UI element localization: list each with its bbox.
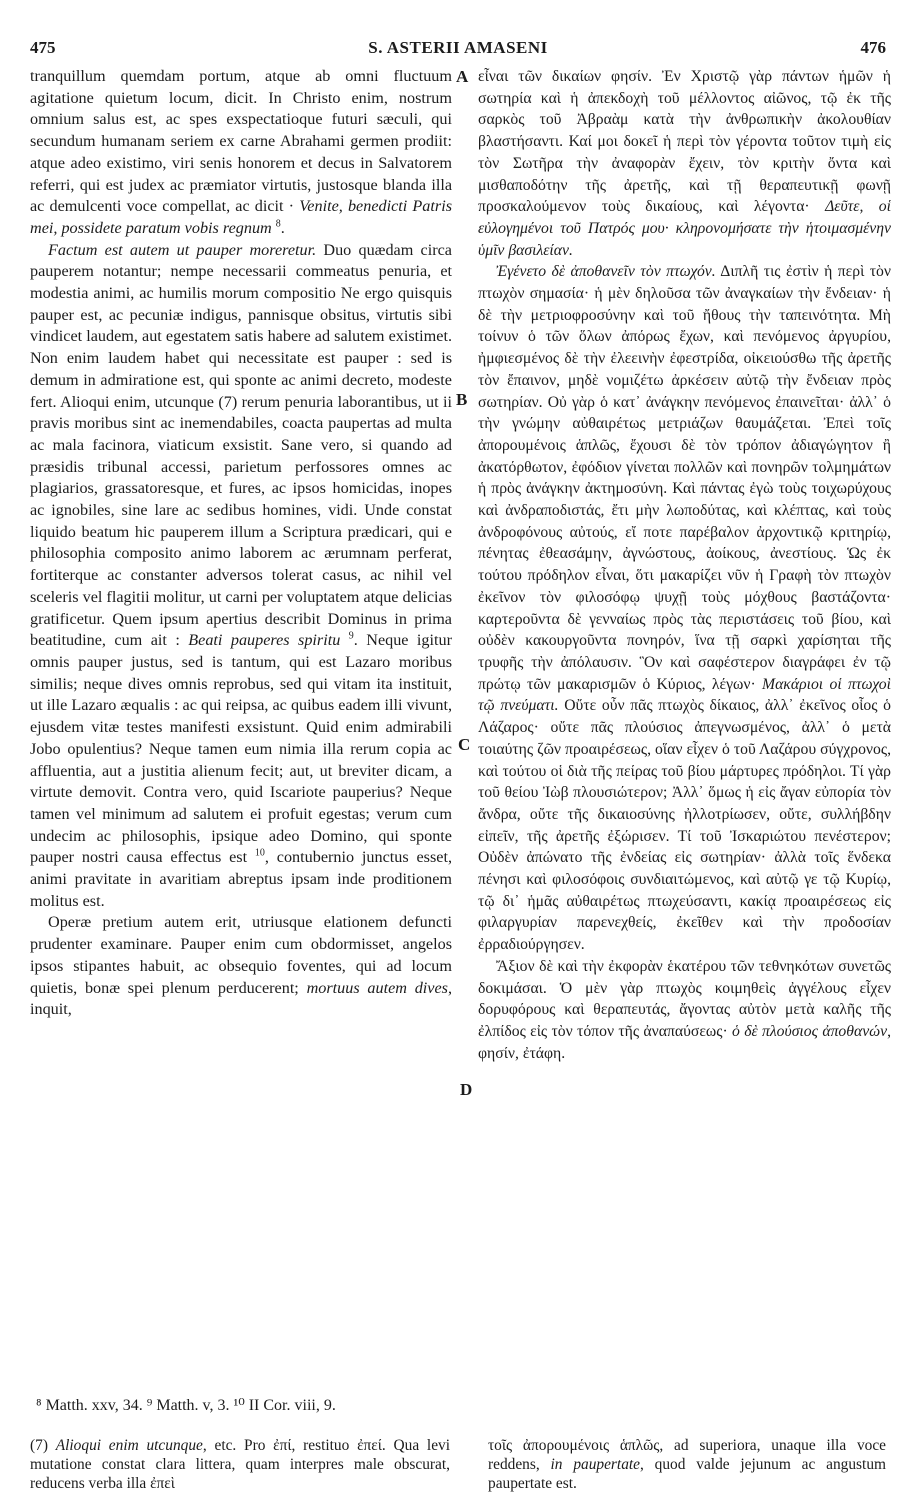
editor-note-right: [488, 1436, 886, 1493]
latin-column: [30, 66, 452, 1021]
latin-p3-quote: mortuus autem dives: [306, 978, 448, 997]
greek-paragraph-3: [478, 956, 891, 1065]
greek-p1-quote: Δεῦτε, οἱ εὐλογημένοι τοῦ Πατρός μου· κληρονομήσατε τὴν ἡτοιμασμένην ὑμῖν βασιλείαν.: [478, 198, 891, 259]
latin-p2-lemma: Factum est autem ut pauper moreretur.: [48, 240, 317, 259]
note-right-end: , quod valde jejunum ac angustum paupertate est.: [488, 1456, 886, 1492]
note-right-italic: in paupertate: [550, 1456, 640, 1473]
editor-note-left: [30, 1436, 450, 1493]
scripture-references: ⁸ Matth. xxv, 34. ⁹ Matth. v, 3. ¹⁰ II Cor. viii, 9.: [36, 1397, 336, 1414]
greek-column: [478, 66, 891, 1064]
latin-p3-text: Operæ pretium autem erit, utriusque elationem defuncti prudenter examinare. Pauper enim cum obdormisset, angelos ipsos stipantes habuit, ac obsequio foventes, qui ad locum quietis, bonæ spei plenum perducerent;: [30, 913, 452, 997]
note-number: (7): [30, 1437, 48, 1454]
latin-paragraph-2: [30, 240, 452, 913]
margin-marker-b: B: [456, 390, 468, 409]
latin-p1-end: .: [280, 218, 285, 237]
latin-p1-text: tranquillum quemdam portum, atque ab omni fluctuum agitatione quietum locum, dicit. In Christo enim, nostrum omnium salus est, ac spes exspectatioque futuri sæculi, qui secundum humanam seriem ex carne Abrahami germen prodiit: atque adeo existimo, viri senis honorem et decus in Salvatorem referri, qui est judex ac præmiator virtutis, justosque blanda illa ac demulcenti voce compellat, ac dicit ·: [30, 67, 452, 216]
footnote-ref-8: 8: [275, 218, 281, 230]
greek-paragraph-2: [478, 261, 891, 956]
margin-marker-d: D: [460, 1080, 473, 1099]
margin-marker-c: C: [458, 735, 471, 754]
latin-p2-quote: Beati pauperes spiritu: [188, 631, 341, 650]
greek-p1-text: εἶναι τῶν δικαίων φησίν. Ἐν Χριστῷ γὰρ πάντων ἡμῶν ἡ σωτηρία καὶ ἡ ἀπεκδοχὴ τοῦ μέλλοντος αἰῶνος, τῷ ἐκ τῆς σαρκὸς τοῦ Ἀβραὰμ κατὰ τὴν ἀνθρωπικὴν ἀκολουθίαν βλαστήσαντι. Καί μοι δοκεῖ ἡ περὶ τὸν γέροντα τοῦτον τιμὴ εἰς τὸν Σωτῆρα τὴν ἀναφορὰν ἔχειν, τὸν κριτὴν ὄντα καὶ μισθαποδότην τῆς ἀρετῆς, καὶ τῇ θεραπευτικῇ φωνῇ προσκαλούμενον τοὺς δικαίους, καὶ λέγοντα·: [478, 68, 891, 216]
page-number-left: 475: [30, 38, 56, 57]
note-left-text: , etc. Pro ἐπί, restituo ἐπεί. Qua levi mutatione constat clara littera, quam interpres male obscurat, reducens verba illa ἐπεὶ: [30, 1437, 450, 1492]
greek-p3-quote: ὁ δὲ πλούσιος ἀποθανών: [732, 1022, 888, 1040]
greek-p2-lemma: Ἐγένετο δὲ ἀποθανεῖν τὸν πτωχόν.: [496, 263, 716, 281]
latin-p2-text-2: . Neque igitur omnis pauper justus, sed is tantum, qui est Lazaro moribus similis; neque dives omnis reprobus, sed qui vitam ita instituit, ut ille Lazaro æqualis : ac qui reipsa, ac quibus eadem illi vivunt, ejusdem vitæ testes manifesti exsistunt. Quid enim admirabili Jobo opulentius? Neque tamen eum nimia illa rerum copia ac affluentia, aut a justitia alienum fecit; aut, ut breviter dicam, a virtute demovit. Contra vero, quid Iscariote pauperius? Neque tamen vel minimum ad salutem ei profuit egestas; verum cum undecim ac philosophis, ipsique adeo Domino, qui sponte pauper nostri causa effectus est: [30, 631, 453, 867]
running-title: S. ASTERII AMASENI: [368, 38, 548, 57]
latin-p2-text: Duo quædam circa pauperem notantur; nempe necessarii commeatus penuria, et modestia animi, ac humilis morum compositio Ne ergo quisquis pauper est, ac pecuniæ indigus, pannisque obsitus, virtutis sibi vindicet laudem, aut egestatem satis habere ad salutem existimet. Non enim laudem habet qui necessitate est pauper : sed is demum in admiratione est, qui sponte ac animi decreto, modeste fert. Alioqui enim, utcunque (7) rerum penuria laborantibus, ut ii pravis moribus sint ac inemendabiles, coacta paupertas ad multa ac mala facinora, viaticum exsistit. Sane vero, si quando ad præsidis tribunal accessi, parietum perfossores omnes ac plagiarios, grassatoresque, et fures, ac ipsos homicidas, inopes ac ignobiles, sine lare ac sedibus homines, vidi. Unde constat liquido beatum hic pauperem illum a Scriptura prædicari, qui e philosophia composito animo laborem ac ærumnam perferat, fortiterque ac constanter adversos tolerat casus, ac nihil vel sceleris vel flagitii molitur, ut carni per voluptatem atque delicias gratificetur. Quem ipsum apertius describit Dominus in prima beatitudine, cum ait :: [30, 240, 452, 650]
footnote-ref-10: 10: [254, 847, 265, 859]
page-header: [30, 38, 886, 60]
greek-p2-text-2: Οὔτε οὖν πᾶς πτωχὸς δίκαιος, ἀλλ᾽ ἐκεῖνος οἷος ὁ Λάζαρος· οὔτε πᾶς πλούσιος ἀπεγνωσμένος, ἀλλ᾽ ὁ μετὰ τοιαύτης ζῶν προαιρέσεως, οἵαν εἶχεν ὁ τοῦ Λαζάρου σύγχρονος, καὶ τούτου οἱ διὰ τῆς πείρας τοῦ βίου μάρτυρες πρόδηλοι. Τί γὰρ τοῦ θείου Ἰὼβ πλουσιώτερον; Ἀλλ᾽ ὅμως ἡ εἰς ἄγαν εὐπορία τὸν ἄνδρα, οὔτε τῆς δικαιοσύνης ἠλλοτρίωσεν, οὔτε, συλλήβδην εἰπεῖν, τῆς ἀρετῆς ἐξώρισεν. Τί τοῦ Ἰσκαριώτου πενέστερον; Οὐδὲν ἀπώνατο τῆς ἐνδείας εἰς σωτηρίαν· ἀλλὰ τοῖς ἕνδεκα πένησι καὶ φιλοσόφοις συνδιαιτώμενος, καὶ αὐτῷ γε τῷ Κυρίῳ, τῷ δι᾽ ἡμᾶς αὐθαιρέτως πτωχεύσαντι, κακίᾳ προαιρέσεως εἰς φιλαργυρίαν παρενεχθείς, ἐκεῖθεν καὶ τὴν προδοσίαν ἐρραδιούργησεν.: [478, 697, 891, 954]
greek-p3-text: Ἄξιον δὲ καὶ τὴν ἐκφορὰν ἑκατέρου τῶν τεθνηκότων συνετῶς δοκιμάσαι. Ὁ μὲν γὰρ πτωχὸς κοιμηθεὶς ἀγγέλους εἶχεν δορυφόρους καὶ θεραπευτάς, ἄγοντας αὐτὸν μετὰ καλῆς τῆς ἐλπίδος εἰς τὸν τόπον τῆς ἀναπαύσεως·: [478, 957, 891, 1040]
latin-paragraph-3: [30, 912, 452, 1021]
latin-p2-text-3: , contubernio junctus esset, animi pravitate in avaritiam abreptus ipsam inde proditionem molitus est.: [30, 848, 453, 910]
latin-paragraph-1: [30, 66, 452, 240]
note-lemma: Alioqui enim utcunque: [55, 1437, 203, 1454]
greek-p2-text: Διπλῆ τις ἐστὶν ἡ περὶ τὸν πτωχὸν σημασία· ἡ μὲν δηλοῦσα τῶν ἀναγκαίων τὴν ἔνδειαν· ἡ δὲ τὴν μετριοφροσύνην καὶ τοῦ ἤθους τὴν ταπεινότητα. Μὴ τοίνυν ὁ τῶν ὅλων ἀπόρως ἔχων, καὶ πενόμενος ἀργυρίου, ἠμφιεσμένος δὲ τὴν ἐλεεινὴν ἐφεστρίδα, οἰκειούσθω τῆς ἀρετῆς τὸν ἔπαινον, μηδὲ νομιζέτω ἀρκέσειν αὐτῷ τὴν ἔνδειαν πρὸς σωτηρίαν. Οὐ γὰρ ὁ κατ᾽ ἀνάγκην πενόμενος ἐπαινεῖται· ἀλλ᾽ ὁ τὴν γνώμην αὐθαιρέτως μετριάζων θαυμάζεται. Ἐπεὶ τοῖς ἀπορουμένοις ἁπλῶς, ἔχουσι δὲ τὸν τρόπον ἀδιαγώγητον ἢ ἀκατόρθωτον, ἐφόδιον γίνεται πολλῶν καὶ πονηρῶν τολμημάτων ἡ πρὸς ἀνάγκην ἀκτημοσύνη. Καὶ πάντας ἐγὼ τοὺς τοιχωρύχους καὶ ἀνδραποδιστάς, ἔτι μὴν λωποδύτας, καὶ κλέπτας, καὶ τοὺς ἀνδροφόνους αὐτούς, εἴ ποτε παρέβαλον ἀρχοντικῷ κριτηρίῳ, πένητας ἐθεασάμην, ἀγνώστους, ἀοίκους, ἀνεστίους. Ὡς ἐκ τούτου πρόδηλον εἶναι, ὅτι μακαρίζει νῦν ἡ Γραφὴ τὸν πτωχὸν ἐκεῖνον τὸν φιλοσόφῳ ψυχῇ τοὺς μόχθους βαστάζοντα· καρτεροῦντα δὲ γενναίως πρὸς τὰς περιστάσεις τοῦ βίου, καὶ οὐδὲν κακουργοῦντα πονηρόν, ἵνα τῇ σαρκὶ χαρίσηται τῆς τρυφῆς τὴν ἀπόλαυσιν. Ὃν καὶ σαφέστερον διαγράφει ἐν τῷ πρώτῳ τῶν μακαρισμῶν ὁ Κύριος, λέγων·: [478, 263, 891, 693]
greek-paragraph-1: [478, 66, 891, 261]
greek-p2-quote: Μακάριοι οἱ πτωχοὶ τῷ πνεύματι.: [478, 675, 891, 715]
margin-marker-a: A: [456, 67, 469, 86]
footnote-ref-9: 9: [348, 630, 354, 642]
page-number-right: 476: [860, 38, 886, 57]
note-right-text: τοῖς ἀπορουμένοις ἁπλῶς, ad superiora, unaque illa voce reddens,: [488, 1437, 886, 1473]
latin-p3-end: , inquit,: [30, 978, 452, 1019]
greek-p3-end: , φησίν, ἐτάφη.: [478, 1022, 892, 1062]
latin-p1-quote: Venite, benedicti Patris mei, possidete paratum vobis regnum: [30, 197, 452, 237]
